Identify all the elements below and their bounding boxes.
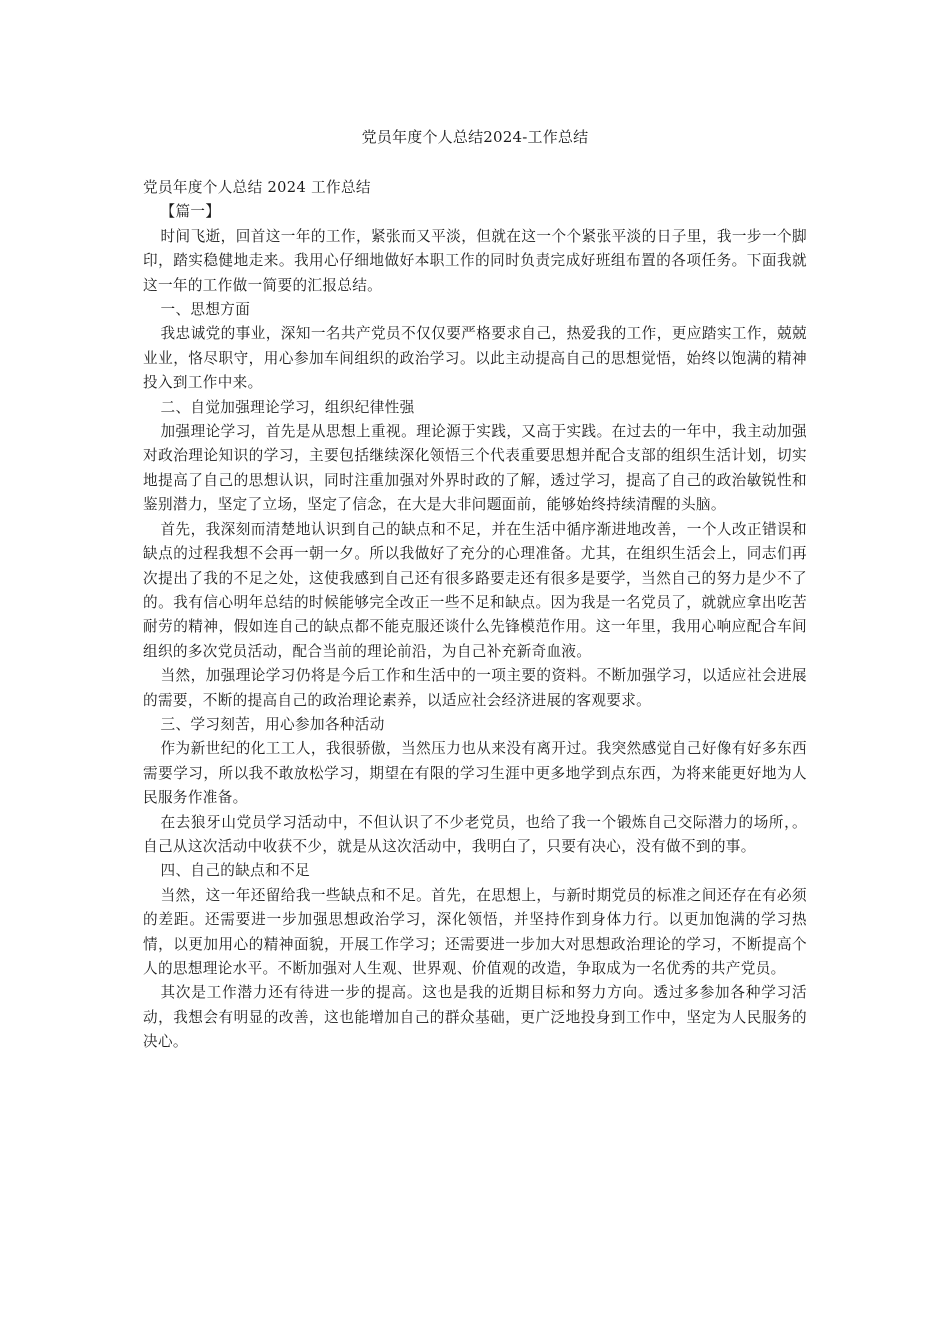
section-marker: 【篇一】 [160,203,221,221]
heading-activities: 三、学习刻苦，用心参加各种活动 [160,715,385,733]
paragraph-new-worker: 作为新世纪的化工工人，我很骄傲，当然压力也从来没有离开过。我突然感觉自己好像有好多东西需要学习，所以我不敢放松学习，期望在有限的学习生涯中更多地学到点东西，为将来能更好地为人民服务作准备。 [143,740,807,807]
paragraph-intro: 时间飞逝，回首这一年的工作，紧张而又平淡，但就在这一个个紧张平淡的日子里，我一步一个脚印，踏实稳健地走来。我用心仔细地做好本职工作的同时负责完成好班组布置的各项任务。下面我就这一年的工作做一简要的汇报总结。 [143,227,807,294]
document-title: 党员年度个人总结2024-工作总结 [361,128,589,146]
heading-thought: 一、思想方面 [160,301,251,319]
paragraph-improvement: 其次是工作潜力还有待进一步的提高。这也是我的近期目标和努力方向。透过多参加各种学习活动，我想会有明显的改善，这也能增加自己的群众基础，更广泛地投身到工作中，坚定为人民服务的决心。 [143,984,807,1051]
paragraph-thought: 我忠诚党的事业，深知一名共产党员不仅仅要严格要求自己，热爱我的工作，更应踏实工作，兢兢业业，恪尽职守，用心参加车间组织的政治学习。以此主动提高自己的思想觉悟，始终以饱满的精神投入到工作中来。 [143,325,807,392]
heading-theory-study: 二、自觉加强理论学习，组织纪律性强 [160,398,415,416]
paragraph-shortcomings-awareness: 首先，我深刻而清楚地认识到自己的缺点和不足，并在生活中循序渐进地改善，一个人改正错误和缺点的过程我想不会再一朝一夕。所以我做好了充分的心理准备。尤其，在组织生活会上，同志们再次提出了我的不足之处，这使我感到自己还有很多路要走还有很多是要学，当然自己的努力是少不了的。我有信心明年总结的时候能够完全改正一些不足和缺点。因为我是一名党员了，就就应拿出吃苦耐劳的精神，假如连自己的缺点都不能克服还谈什么先锋模范作用。这一年里，我用心响应配合车间组织的多次党员活动，配合当前的理论前沿，为自己补充新奇血液。 [143,520,807,660]
document-subtitle: 党员年度个人总结 2024 工作总结 [143,179,371,196]
document-body [143,176,807,1055]
paragraph-future-study: 当然，加强理论学习仍将是今后工作和生活中的一项主要的资料。不断加强学习，以适应社会进展的需要，不断的提高自己的政治理论素养，以适应社会经济进展的客观要求。 [143,667,807,709]
paragraph-langyashan: 在去狼牙山党员学习活动中，不但认识了不少老党员，也给了我一个锻炼自己交际潜力的场所，。自己从这次活动中收获不少，就是从这次活动中，我明白了，只要有决心，没有做不到的事。 [143,813,807,855]
paragraph-theory-study: 加强理论学习，首先是从思想上重视。理论源于实践，又高于实践。在过去的一年中，我主动加强对政治理论知识的学习，主要包括继续深化领悟三个代表重要思想并配合支部的组织生活计划，切实地提高了自己的思想认识，同时注重加强对外界时政的了解，透过学习，提高了自己的政治敏锐性和鉴别潜力，坚定了立场，坚定了信念，在大是大非问题面前，能够始终持续清醒的头脑。 [143,423,807,514]
paragraph-shortcomings: 当然，这一年还留给我一些缺点和不足。首先，在思想上，与新时期党员的标准之间还存在有必须的差距。还需要进一步加强思想政治学习，深化领悟，并坚持作到身体力行。以更加饱满的学习热情，以更加用心的精神面貌，开展工作学习；还需要进一步加大对思想政治理论的学习，不断提高个人的思想理论水平。不断加强对人生观、世界观、价值观的改造，争取成为一名优秀的共产党员。 [143,886,807,977]
heading-shortcomings: 四、自己的缺点和不足 [160,862,310,880]
